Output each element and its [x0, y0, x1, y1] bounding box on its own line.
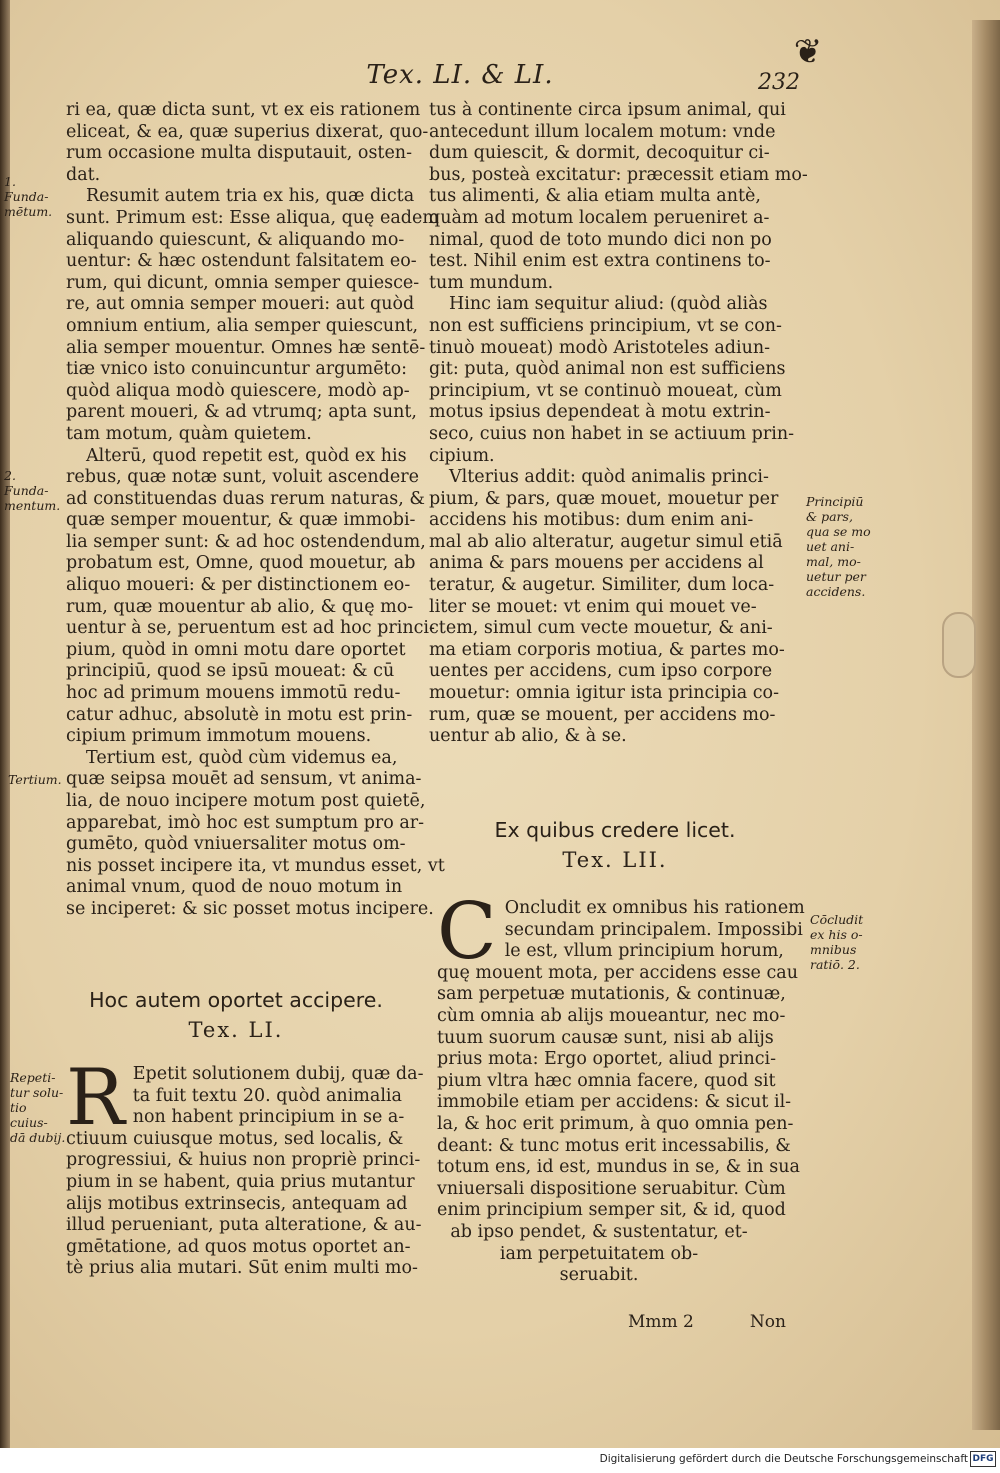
- text-line: Epetit solutionem dubij, quæ da-: [132, 1064, 424, 1084]
- text-line: eliceat, & ea, quæ superius dixerat, quo-: [66, 121, 429, 142]
- text-line: cipium primum immotum mouens.: [66, 726, 372, 747]
- margin-note: Principiū & pars, qua se mo uet ani- mal, mo- uetur per accidens.: [806, 494, 871, 599]
- left-column-text: [66, 100, 445, 921]
- text-line: cipium.: [429, 445, 495, 466]
- text-line: nis posset incipere ita, vt mundus esset, vt: [66, 855, 445, 876]
- margin-note: Tertium.: [8, 772, 62, 787]
- section-title-left: [66, 985, 406, 1045]
- text-line: catur adhuc, absolutè in motu est prin-: [66, 704, 413, 725]
- text-line: pium in se habent, quia prius mutantur: [66, 1171, 415, 1192]
- text-line: mal ab alio alteratur, augetur simul etiā: [429, 531, 783, 552]
- text-line: quæ seipsa mouēt ad sensum, vt anima-: [66, 769, 422, 790]
- text-line: la, & hoc erit primum, à quo omnia pen-: [437, 1113, 794, 1134]
- text-line: Oncludit ex omnibus his rationem: [504, 898, 805, 918]
- right-column-text: [429, 100, 808, 748]
- digitization-note: Digitalisierung gefördert durch die Deutsche Forschungsgemeinschaft: [599, 1453, 968, 1465]
- text-line: rum, qui dicunt, omnia semper quiesce-: [66, 272, 420, 293]
- fleuron-icon: ❦: [793, 32, 823, 72]
- margin-note: 2. Funda- mentum.: [4, 468, 61, 513]
- text-line: deant: & tunc motus erit incessabilis, &: [437, 1135, 791, 1156]
- text-line: gmētatione, ad quos motus oportet an-: [66, 1236, 411, 1257]
- text-line: aliquo moueri: & per distinctionem eo-: [66, 575, 411, 596]
- text-line: anima & pars mouens per accidens al: [429, 553, 764, 574]
- margin-note: Cōcludit ex his o- mnibus ratiō. 2.: [810, 912, 864, 972]
- text-line: re, aut omnia semper moueri: aut quòd: [66, 294, 415, 315]
- drop-cap: C: [437, 887, 497, 977]
- text-line: non habent principium in se a-: [132, 1107, 405, 1128]
- text-line: non est sufficiens principium, vt se con-: [429, 315, 782, 336]
- text-line: Resumit autem tria ex his, quæ dicta: [86, 186, 415, 207]
- left-section-body: [66, 1053, 424, 1280]
- text-line: rum, quæ se mouent, per accidens mo-: [429, 704, 776, 725]
- text-line: pium, & pars, quæ mouet, mouetur per: [429, 488, 779, 509]
- text-line: animal vnum, quod de nouo motum in: [66, 877, 403, 898]
- section-text-number: Tex. LII.: [562, 848, 668, 872]
- text-line: uentur à se, peruentum est ad hoc princi-: [66, 618, 435, 639]
- text-line: principium, vt se continuò moueat, cùm: [429, 380, 782, 401]
- text-line: ma etiam corporis motiua, & partes mo-: [429, 639, 785, 660]
- text-line: alia semper mouentur. Omnes hæ sentē-: [66, 337, 426, 358]
- text-line: se inciperet: & sic posset motus incipere.: [66, 898, 434, 919]
- text-line: teratur, & augetur. Similiter, dum loca-: [429, 575, 775, 596]
- text-line: secundam principalem. Impossibi: [504, 919, 803, 940]
- text-line: Tertium est, quòd cùm videmus ea,: [86, 747, 398, 768]
- text-line: quàm ad motum localem perueniret a-: [429, 207, 770, 228]
- text-line: ri ea, quæ dicta sunt, vt ex eis rationem: [66, 100, 421, 120]
- right-column: [429, 100, 808, 748]
- text-line: tam motum, quàm quietem.: [66, 423, 312, 444]
- drop-cap: R: [66, 1053, 125, 1143]
- text-line: ab ipso pendet, & sustentatur, et-: [450, 1221, 748, 1242]
- section-heading: Ex quibus credere licet.: [494, 818, 736, 842]
- page-clip-icon: [942, 612, 976, 678]
- text-line: Alterū, quod repetit est, quòd ex his: [86, 445, 407, 466]
- text-line: quæ semper mouentur, & quæ immobi-: [66, 510, 416, 531]
- text-line: test. Nihil enim est extra continens to-: [429, 251, 771, 272]
- text-line: accidens his motibus: dum enim ani-: [429, 510, 754, 531]
- text-line: dat.: [66, 164, 101, 185]
- text-line: antecedunt illum localem motum: vnde: [429, 121, 776, 142]
- text-line: vniuersali dispositione seruabitur. Cùm: [437, 1178, 786, 1199]
- page-number: 232: [758, 70, 800, 95]
- signature-mark: Mmm 2: [628, 1312, 694, 1332]
- text-line: ctem, simul cum vecte mouetur, & ani-: [429, 618, 773, 639]
- text-line: uentur: & hæc ostendunt falsitatem eo-: [66, 251, 417, 272]
- text-line: alijs motibus extrinsecis, antequam ad: [66, 1193, 408, 1214]
- running-head: Tex. LI. & LI.: [366, 60, 554, 90]
- catchword: Non: [749, 1312, 786, 1332]
- text-line: uentur ab alio, & à se.: [429, 726, 627, 747]
- text-line: prius mota: Ergo oportet, aliud princi-: [437, 1049, 777, 1070]
- section-title-right: [429, 815, 801, 875]
- text-line: tuum suorum causæ sunt, nisi ab alijs: [437, 1027, 774, 1048]
- text-line: git: puta, quòd animal non est sufficiens: [429, 359, 786, 380]
- text-line: tiæ vnico isto conuincuntur argumēto:: [66, 359, 408, 380]
- text-line: pium, quòd in omni motu dare oportet: [66, 639, 406, 660]
- text-line: lia, de nouo incipere motum post quietē,: [66, 791, 426, 811]
- text-line: quòd aliqua modò quiescere, modò ap-: [66, 380, 410, 401]
- text-line: Vlterius addit: quòd animalis princi-: [449, 467, 769, 488]
- text-line: tum mundum.: [429, 272, 554, 293]
- text-line: totum ens, id est, mundus in se, & in sua: [437, 1157, 800, 1178]
- catchwords: [628, 1312, 786, 1332]
- text-line: dum quiescit, & dormit, decoquitur ci-: [429, 143, 770, 164]
- text-line: hoc ad primum mouens immotū redu-: [66, 683, 401, 704]
- text-line: rum, quæ mouentur ab alio, & quę mo-: [66, 596, 414, 617]
- text-line: probatum est, Omne, quod mouetur, ab: [66, 553, 416, 574]
- text-line: aliquando quiescunt, & aliquando mo-: [66, 229, 405, 250]
- text-line: tinuò moueat) modò Aristoteles adiun-: [429, 337, 771, 358]
- text-line: ad constituendas duas rerum naturas, &: [66, 488, 425, 509]
- text-line: pium vltra hæc omnia facere, quod sit: [437, 1070, 776, 1091]
- text-line: mouetur: omnia igitur ista principia co-: [429, 683, 779, 704]
- text-line: seco, cuius non habet in se actiuum prin-: [429, 423, 795, 444]
- text-line: le est, vllum principium horum,: [504, 941, 784, 962]
- text-line: apparebat, imò hoc est sumptum pro ar-: [66, 812, 425, 833]
- text-line: seruabit.: [559, 1265, 639, 1286]
- section-text-number: Tex. LI.: [188, 1018, 284, 1042]
- text-line: omnium entium, alia semper quiescunt,: [66, 315, 419, 336]
- text-line: sunt. Primum est: Esse aliqua, quę eadem: [66, 207, 439, 228]
- text-line: liter se mouet: vt enim qui mouet ve-: [429, 596, 757, 617]
- left-column: [66, 100, 445, 921]
- text-line: quę mouent mota, per accidens esse cau: [437, 962, 798, 983]
- text-line: progressiui, & huius non propriè princi-: [66, 1150, 421, 1171]
- page-foredge: [972, 20, 1000, 1430]
- text-line: sam perpetuæ mutationis, & continuæ,: [437, 984, 786, 1005]
- text-line: motus ipsius dependeat à motu extrin-: [429, 402, 771, 423]
- text-line: ctiuum cuiusque motus, sed localis, &: [66, 1128, 404, 1149]
- text-line: rebus, quæ notæ sunt, voluit ascendere: [66, 467, 419, 488]
- text-line: iam perpetuitatem ob-: [499, 1243, 699, 1264]
- margin-note: Repeti- tur solu- tio cuius- dā dubij.: [10, 1070, 66, 1145]
- right-section-body: [437, 887, 805, 1287]
- text-line: lia semper sunt: & ad hoc ostendendum,: [66, 531, 426, 552]
- text-line: ta fuit textu 20. quòd animalia: [132, 1085, 402, 1106]
- section-heading: Hoc autem oportet accipere.: [89, 988, 383, 1012]
- text-line: rum occasione multa disputauit, osten-: [66, 143, 412, 164]
- text-line: cùm omnia ab alijs moueantur, nec mo-: [437, 1005, 786, 1026]
- text-line: nimal, quod de toto mundo dici non po: [429, 229, 772, 250]
- text-line: enim principium semper sit, & id, quod: [437, 1200, 786, 1221]
- text-line: principiū, quod se ipsū moueat: & cū: [66, 661, 395, 682]
- text-line: uentes per accidens, cum ipso corpore: [429, 661, 773, 682]
- text-line: immobile etiam per accidens: & sicut il-: [437, 1092, 792, 1113]
- text-line: tus à continente circa ipsum animal, qui: [429, 100, 786, 120]
- text-line: illud perueniant, puta alteratione, & au-: [66, 1215, 422, 1236]
- text-line: gumēto, quòd vniuersaliter motus om-: [66, 834, 406, 855]
- text-line: parent moueri, & ad vtrumq; apta sunt,: [66, 402, 417, 423]
- text-line: tus alimenti, & alia etiam multa antè,: [429, 186, 761, 207]
- text-line: Hinc iam sequitur aliud: (quòd aliàs: [449, 294, 768, 315]
- dfg-logo: DFG: [970, 1451, 996, 1467]
- text-line: bus, posteà excitatur: præcessit etiam mo-: [429, 164, 808, 185]
- text-line: tè prius alia mutari. Sūt enim multi mo-: [66, 1258, 418, 1279]
- margin-note: 1. Funda- mētum.: [4, 174, 53, 219]
